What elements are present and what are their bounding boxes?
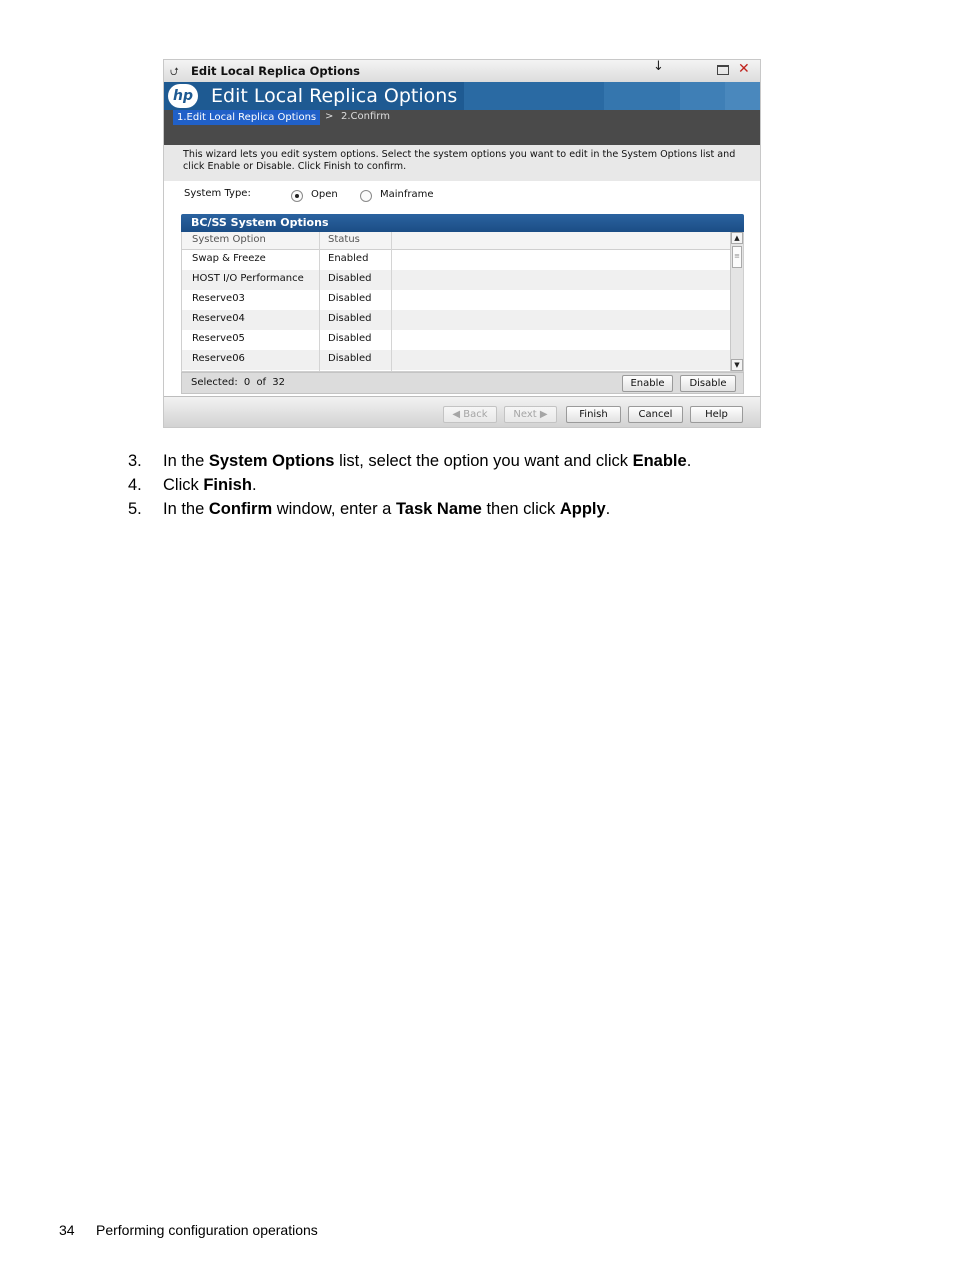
step-edit-options[interactable]: 1.Edit Local Replica Options: [173, 110, 320, 125]
footer-section-title: Performing configuration operations: [96, 1222, 318, 1238]
step-separator: >: [325, 111, 334, 122]
row-status: Disabled: [328, 293, 372, 304]
next-button[interactable]: Next ▶: [504, 406, 557, 423]
row-status: Disabled: [328, 273, 372, 284]
table-header: [182, 232, 730, 250]
table-row[interactable]: [182, 290, 730, 310]
scroll-down-icon[interactable]: ▼: [731, 359, 743, 371]
step-confirm[interactable]: 2.Confirm: [341, 111, 390, 122]
wizard-footer: [164, 396, 760, 428]
help-button[interactable]: Help: [690, 406, 743, 423]
collapse-icon[interactable]: ⮍: [170, 65, 179, 78]
row-status: Disabled: [328, 333, 372, 344]
row-status: Enabled: [328, 253, 369, 264]
system-options-table: [181, 232, 744, 372]
panel-title: BC/SS System Options: [191, 216, 329, 229]
wizard-steps: [164, 110, 760, 145]
edit-local-replica-options-window: [163, 59, 761, 428]
row-status: Disabled: [328, 353, 372, 364]
table-row[interactable]: [182, 350, 730, 370]
row-option: Reserve05: [192, 333, 245, 344]
step-text: In the System Options list, select the option you want and click Enable.: [163, 452, 692, 470]
wizard-description: [164, 145, 760, 181]
scroll-thumb[interactable]: ≡: [732, 246, 742, 268]
system-type-label: System Type:: [184, 188, 251, 199]
hp-logo: hp: [168, 84, 198, 108]
row-option: Reserve03: [192, 293, 245, 304]
row-option: Reserve06: [192, 353, 245, 364]
column-divider: [391, 232, 392, 371]
step-number: 3.: [128, 452, 142, 470]
table-scrollbar[interactable]: [730, 232, 743, 371]
column-header-system-option[interactable]: System Option: [192, 234, 266, 245]
table-row[interactable]: [182, 270, 730, 290]
banner-title: Edit Local Replica Options: [211, 85, 458, 107]
maximize-icon[interactable]: [717, 65, 729, 75]
row-option: Reserve04: [192, 313, 245, 324]
description-text: This wizard lets you edit system options. Select the system options you want to edit in the System Options list and click Enable or Disable. Click Finish to confirm.: [183, 149, 736, 172]
scroll-up-icon[interactable]: ▲: [731, 232, 743, 244]
row-option: HOST I/O Performance: [192, 273, 304, 284]
back-label: Back: [463, 409, 488, 420]
radio-open-label[interactable]: Open: [311, 189, 338, 200]
enable-button[interactable]: Enable: [622, 375, 673, 392]
selected-count: Selected: 0 of 32: [191, 377, 285, 388]
wizard-banner: [164, 82, 760, 110]
system-options-panel-header: [181, 214, 744, 232]
row-option: Swap & Freeze: [192, 253, 266, 264]
radio-mainframe-label[interactable]: Mainframe: [380, 189, 434, 200]
window-title: Edit Local Replica Options: [191, 64, 361, 78]
table-row[interactable]: [182, 330, 730, 350]
step-text: In the Confirm window, enter a Task Name then click Apply.: [163, 500, 611, 518]
radio-open[interactable]: [291, 190, 303, 202]
column-header-status[interactable]: Status: [328, 234, 360, 245]
page-number: 34: [59, 1222, 75, 1238]
window-titlebar: [164, 60, 760, 83]
radio-mainframe[interactable]: [360, 190, 372, 202]
step-number: 5.: [128, 500, 142, 518]
column-divider: [319, 232, 320, 371]
step-number: 4.: [128, 476, 142, 494]
finish-button[interactable]: Finish: [566, 406, 621, 423]
table-row[interactable]: [182, 310, 730, 330]
next-label: Next: [513, 409, 537, 420]
table-row[interactable]: [182, 250, 730, 270]
cancel-button[interactable]: Cancel: [628, 406, 683, 423]
back-button[interactable]: ◀ Back: [443, 406, 497, 423]
table-footer: [181, 372, 744, 394]
close-icon[interactable]: ✕: [738, 61, 750, 77]
row-status: Disabled: [328, 313, 372, 324]
step-text: Click Finish.: [163, 476, 257, 494]
disable-button[interactable]: Disable: [680, 375, 736, 392]
pin-icon[interactable]: ↓: [653, 59, 664, 74]
